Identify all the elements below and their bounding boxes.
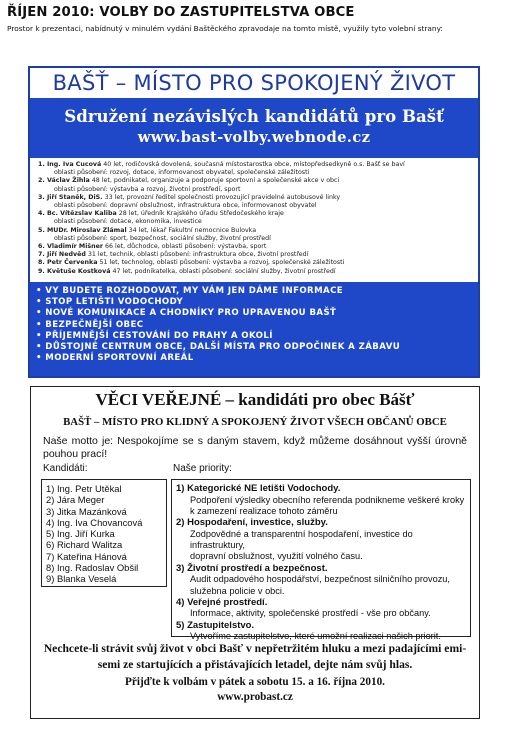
program-item: • STOP LETIŠTI VODOCHODY [36, 297, 184, 308]
party1-banner [30, 98, 478, 158]
candidate-entry: 1. Ing. Iva Cucová 40 let, rodičovská dovolená, současná místostarostka obce, místopředsedkyně o.s. Bašť se baví oblasti působení: rozvoj, dotace, informovanost obyvatel, společenské záležitosti [38, 161, 405, 177]
candidate-entry: 2. Václav Žihla 48 let, podnikatel, organizuje a podporuje sportovní a společenské akce v obci oblasti působení: výstavba a rozvoj, životní prostředí, sport [38, 177, 340, 193]
list-item: 3) Jitka Mazánková [46, 505, 127, 517]
priority-heading: 1) Kategorické NE letišti Vodochody. [176, 483, 341, 494]
list-item: 7) Kateřina Hánová [46, 550, 127, 562]
party1-org-name: Sdružení nezávislých kandidátů pro Bašť [64, 106, 444, 126]
party2-website[interactable]: www.probast.cz [217, 691, 293, 703]
priority-detail: Podpoření výsledky obecního referenda podnikneme veškeré kroky [190, 494, 465, 505]
candidate-entry: 5. MUDr. Miroslav Zlámal 34 let, lékař Fakultní nemocnice Bulovka oblasti působení: sport, bezpečnost, sociální služby, životní prostředí [38, 226, 271, 242]
list-item: 9) Blanka Veselá [46, 573, 117, 585]
program-item: • DŮSTOJNÉ CENTRUM OBCE, DALŠÍ MÍSTA PRO ODPOČINEK A ZÁBAVU [36, 342, 401, 353]
page-title: ŘÍJEN 2010: VOLBY DO ZASTUPITELSTVA OBCE [7, 5, 355, 20]
party1-website[interactable]: www.bast-volby.webnode.cz [137, 129, 371, 146]
candidate-entry: 9. Květuše Kostková 47 let, podnikatelka, oblasti působení: sociální služby, životní prostředí [38, 267, 336, 275]
priority-detail: dopravní obslužnost, využití volného času. [190, 551, 363, 562]
priority-detail: k zamezení realizace tohoto záměru [190, 505, 338, 516]
appeal-line: semi ze startujících a přistávajících letadel, dejte nám svůj hlas. [97, 658, 413, 671]
list-item: 6) Richard Walitza [46, 539, 123, 551]
list-item: 5) Ing. Jiří Kurka [46, 528, 115, 540]
page-header [7, 4, 513, 34]
program-item: • NOVÉ KOMUNIKACE A CHODNÍKY PRO UPRAVENOU BAŠŤ [36, 308, 337, 319]
program-item: • BEZPEČNĚJŠÍ OBEC [36, 319, 144, 330]
candidate-entry: 7. Jiří Nedvěd 31 let, technik, oblasti působení: infrastruktura obce, životní prostředí [38, 251, 309, 259]
party2-candidate-list [41, 479, 167, 587]
candidate-entry: 3. Jiří Staněk, DiS. 33 let, provozní ředitel společnosti provozující pravidelné autobusové linky oblasti působení: dopravní obslužnost, infrastruktura obce, informovanost obyvatel [38, 193, 341, 210]
list-item: 4) Ing. Iva Chovancová [46, 516, 143, 528]
program-item: • VY BUDETE ROZHODOVAT, MY VÁM JEN DÁME INFORMACE [36, 286, 344, 296]
party1-advert [28, 66, 480, 378]
priority-detail: Vytvoříme zastupitelstvo, které umožní realizaci našich priorit. [190, 631, 441, 642]
priority-detail: Zodpovědné a transparentní hospodaření, investice do infrastruktury, [190, 528, 413, 551]
list-item: 2) Jára Meger [46, 494, 105, 506]
priority-heading: 2) Hospodaření, investice, služby. [176, 517, 328, 529]
priority-detail: Audit odpadového hospodářství, bezpečnost silničního provozu, [190, 574, 450, 585]
vote-date: Přijďte k volbám v pátek a sobotu 15. a 16. října 2010. [125, 676, 385, 688]
priority-detail: služebna policie v obci. [190, 585, 285, 596]
party2-subtitle: BAŠŤ – MÍSTO PRO KLIDNÝ A SPOKOJENÝ ŽIVOT VŠECH OBČANŮ OBCE [63, 416, 447, 428]
party1-candidate-list [30, 158, 478, 282]
program-item: • PŘÍJEMNĚJŠÍ CESTOVÁNÍ DO PRAHY A OKOLÍ [36, 330, 273, 341]
appeal-line: Nechcete-li strávit svůj život v obci Bašť v nepřetržitém hluku a mezi padajícími emi- [43, 642, 467, 655]
priority-detail: Informace, aktivity, společenské prostředí - vše pro občany. [190, 608, 431, 619]
candidate-entry: 6. Vladimír Mišner 66 let, důchodce, oblasti působení: výstavba, sport [38, 243, 267, 251]
list-item: 1) Ing. Petr Utěkal [46, 483, 122, 494]
party2-motto: Naše motto je: Nespokojíme se s daným stavem, když můžeme dosáhnout vyšší úrovně pouhou prací! [43, 435, 467, 460]
list-item: 8) Ing. Radoslav Obšil [46, 562, 139, 574]
priority-heading: 4) Veřejné prostředí. [176, 596, 268, 608]
party2-title: VĚCI VEŘEJNÉ – kandidáti pro obec Bášť [95, 390, 415, 409]
party1-slogan: BAŠŤ – MÍSTO PRO SPOKOJENÝ ŽIVOT [30, 68, 478, 98]
candidate-entry: 4. Bc. Vítězslav Kaliba 28 let, úředník Krajského úřadu Středočeského kraje oblasti působení: dotace, ekonomika, investice [38, 210, 284, 226]
page-subtitle: Prostor k prezentaci, nabídnutý v minulém vydání Baštěckého zpravodaje na tomto místě, využily tyto volební strany: [7, 24, 443, 33]
candidate-entry: 8. Petr Červenka 51 let, technolog, oblasti působení: výstavba a rozvoj, společenské záležitosti [38, 259, 345, 267]
party2-footer [31, 641, 479, 704]
priority-heading: 3) Životní prostředí a bezpečnost. [176, 562, 328, 574]
party2-priority-list [171, 479, 471, 642]
program-item: • MODERNÍ SPORTOVNÍ AREÁL [36, 353, 194, 364]
candidates-label: Kandidáti: [43, 463, 88, 474]
party2-advert [30, 386, 480, 719]
priorities-label: Naše priority: [173, 463, 232, 474]
priority-heading: 5) Zastupitelstvo. [176, 619, 255, 631]
party1-program [30, 282, 478, 376]
